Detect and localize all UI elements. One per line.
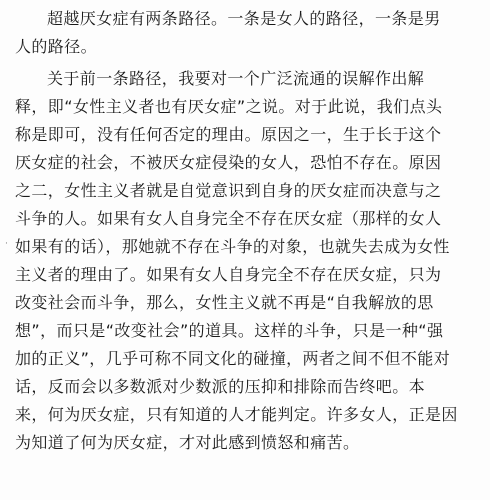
text-line: 想”，而只是“改变社会”的道具。这样的斗争，只是一种“强 xyxy=(15,321,444,340)
text-line: 改变社会而斗争，那么，女性主义就不再是“自我解放的思 xyxy=(15,293,434,312)
text-line: 人的路径。 xyxy=(15,37,98,56)
text-line: 之二，女性主义者就是自觉意识到自身的厌女症而决意与之 xyxy=(15,181,442,200)
text-line: 称是即可，没有任何否定的理由。原因之一，生于长于这个 xyxy=(15,125,442,144)
text-line: 关于前一条路径，我要对一个广泛流通的误解作出解 xyxy=(47,69,425,88)
text-line: 超越厌女症有两条路径。一条是女人的路径，一条是男 xyxy=(47,9,441,28)
margin-speck: · xyxy=(5,239,8,249)
text-line: 来，何为厌女症，只有知道的人才能判定。许多女人，正是因 xyxy=(15,405,458,424)
text-line: 释，即“女性主义者也有厌女症”之说。对于此说，我们点头 xyxy=(15,97,443,116)
text-line: 加的正义”，几乎可称不同文化的碰撞，两者之间不但不能对 xyxy=(15,349,451,368)
text-line: 斗争的人。如果有女人自身完全不存在厌女症（那样的女人 xyxy=(15,209,442,228)
text-line: 厌女症的社会，不被厌女症侵染的女人，恐怕不存在。原因 xyxy=(15,153,442,172)
text-line: 话，反而会以多数派对少数派的压抑和排除而告终吧。本 xyxy=(15,377,426,396)
text-line: 为知道了何为厌女症，才对此感到愤怒和痛苦。 xyxy=(15,433,360,452)
text-line: 主义者的理由了。如果有女人自身完全不存在厌女症，只为 xyxy=(15,265,442,284)
text-line: 如果有的话），那她就不存在斗争的对象，也就失去成为女性 xyxy=(15,237,450,256)
